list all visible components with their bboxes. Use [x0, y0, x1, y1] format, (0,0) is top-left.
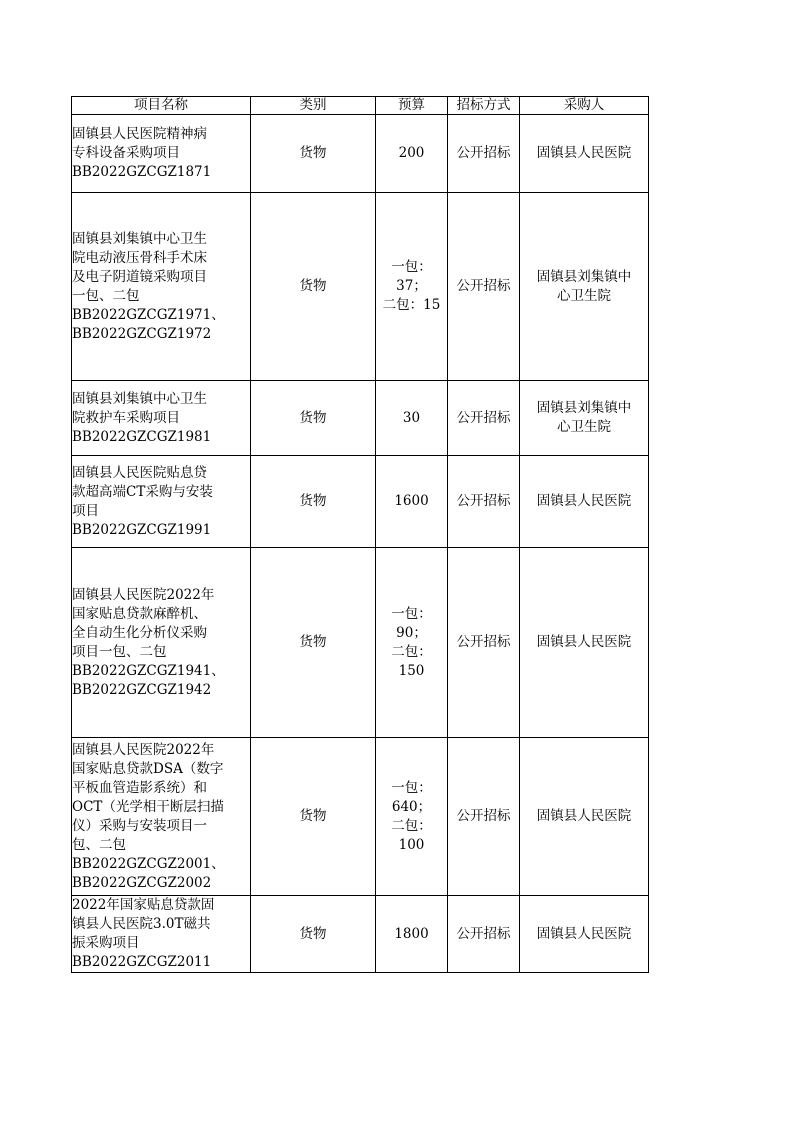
budget-line: 二包：: [391, 817, 432, 834]
method-cell: 公开招标: [448, 381, 520, 456]
method-cell: 公开招标: [448, 896, 520, 973]
budget-cell: [376, 193, 448, 381]
project-name-line: BB2022GZCGZ1981: [72, 428, 212, 445]
table-row: [72, 548, 649, 738]
budget-line: 1600: [394, 493, 429, 509]
project-name-line: BB2022GZCGZ1991: [72, 521, 212, 538]
purchaser-line: 固镇县刘集镇中: [536, 400, 632, 416]
category-cell: 货物: [251, 456, 376, 548]
budget-line: 640；: [391, 798, 432, 815]
budget-line: 1800: [394, 925, 429, 942]
project-name-cell: [72, 456, 251, 548]
project-name-cell: [72, 193, 251, 381]
purchaser-line: 固镇县人民医院: [536, 145, 632, 161]
budget-line: 一包：: [391, 259, 432, 275]
project-name-line: 固镇县人民医院2022年: [72, 741, 215, 758]
project-name-line: BB2022GZCGZ1941、: [72, 662, 225, 679]
header-row: [72, 97, 649, 115]
project-name-cell: [72, 381, 251, 456]
budget-line: 二包：15: [382, 297, 441, 313]
project-name-cell: [72, 738, 251, 896]
project-name-cell: [72, 896, 251, 973]
procurement-table: [71, 96, 649, 973]
budget-cell: [376, 548, 448, 738]
project-name-line: 全自动生化分析仪采购: [72, 624, 207, 641]
purchaser-cell: [520, 548, 649, 738]
category-cell: 货物: [251, 115, 376, 193]
budget-line: 30: [402, 409, 421, 426]
project-name-line: 项目: [72, 502, 99, 519]
project-name-line: OCT（光学相干断层扫描: [72, 798, 224, 815]
header-budget: 预算: [376, 97, 448, 115]
table-row: [72, 456, 649, 548]
project-name-line: BB2022GZCGZ1942: [72, 681, 212, 698]
category-cell: 货物: [251, 193, 376, 381]
table-row: [72, 193, 649, 381]
project-name-line: 仪）采购与安装项目一: [72, 817, 207, 834]
project-name-line: 固镇县人民医院贴息贷: [72, 464, 207, 481]
budget-line: 二包：: [391, 643, 432, 660]
method-cell: 公开招标: [448, 738, 520, 896]
purchaser-cell: [520, 456, 649, 548]
category-cell: 货物: [251, 381, 376, 456]
category-cell: 货物: [251, 896, 376, 973]
budget-line: 一包：: [391, 779, 432, 796]
budget-line: 100: [398, 836, 425, 853]
purchaser-line: 心卫生院: [557, 419, 611, 435]
project-name-line: 一包、二包: [72, 287, 140, 304]
method-cell: 公开招标: [448, 456, 520, 548]
category-cell: 货物: [251, 548, 376, 738]
project-name-line: 专科设备采购项目: [72, 145, 180, 161]
purchaser-line: 固镇县刘集镇中: [536, 268, 632, 285]
project-name-line: 国家贴息贷款DSA（数字: [72, 760, 224, 777]
purchaser-line: 固镇县人民医院: [536, 493, 632, 509]
budget-cell: [376, 381, 448, 456]
budget-cell: [376, 456, 448, 548]
method-cell: 公开招标: [448, 548, 520, 738]
header-purchaser: 采购人: [520, 97, 649, 115]
project-name-line: 院救护车采购项目: [72, 409, 180, 426]
method-cell: 公开招标: [448, 115, 520, 193]
project-name-line: BB2022GZCGZ2011: [72, 954, 212, 970]
project-name-line: 固镇县人民医院精神病: [72, 126, 207, 142]
project-name-line: BB2022GZCGZ2002: [72, 874, 212, 891]
purchaser-cell: [520, 381, 649, 456]
purchaser-cell: [520, 193, 649, 381]
project-name-line: 振采购项目: [72, 935, 140, 951]
budget-line: 90；: [396, 624, 427, 641]
project-name-line: 院电动液压骨科手术床: [72, 249, 207, 266]
project-name-line: 项目一包、二包: [72, 643, 167, 660]
budget-line: 200: [398, 145, 425, 161]
category-cell: 货物: [251, 738, 376, 896]
project-name-line: 固镇县人民医院2022年: [72, 586, 215, 603]
purchaser-line: 固镇县人民医院: [536, 808, 632, 824]
budget-line: 一包：: [391, 605, 432, 622]
project-name-line: BB2022GZCGZ1971、: [72, 306, 225, 323]
purchaser-line: 固镇县人民医院: [536, 925, 632, 942]
budget-line: 150: [398, 662, 425, 679]
table-body: [72, 115, 649, 973]
project-name-line: 固镇县刘集镇中心卫生: [72, 230, 207, 247]
header-method: 招标方式: [448, 97, 520, 115]
budget-cell: [376, 738, 448, 896]
project-name-line: 镇县人民医院3.0T磁共: [72, 916, 211, 932]
header-category: 类别: [251, 97, 376, 115]
table-row: [72, 738, 649, 896]
budget-line: 37；: [396, 278, 427, 294]
table-row: [72, 896, 649, 973]
header-name: 项目名称: [72, 97, 251, 115]
project-name-line: 2022年国家贴息贷款固: [72, 897, 215, 913]
budget-cell: [376, 896, 448, 973]
project-name-line: 平板血管造影系统）和: [72, 779, 207, 796]
purchaser-cell: [520, 115, 649, 193]
project-name-line: BB2022GZCGZ2001、: [72, 855, 225, 872]
table-row: [72, 381, 649, 456]
project-name-cell: [72, 548, 251, 738]
table-row: [72, 115, 649, 193]
project-name-line: BB2022GZCGZ1972: [72, 325, 212, 342]
project-name-line: 国家贴息贷款麻醉机、: [72, 605, 207, 622]
project-name-line: 包、二包: [72, 836, 126, 853]
project-name-line: BB2022GZCGZ1871: [72, 164, 212, 180]
purchaser-cell: [520, 896, 649, 973]
purchaser-cell: [520, 738, 649, 896]
purchaser-line: 固镇县人民医院: [536, 634, 632, 650]
project-name-line: 固镇县刘集镇中心卫生: [72, 390, 207, 407]
purchaser-line: 心卫生院: [557, 287, 611, 304]
project-name-line: 款超高端CT采购与安装: [72, 483, 213, 500]
project-name-line: 及电子阴道镜采购项目: [72, 268, 207, 285]
project-name-cell: [72, 115, 251, 193]
budget-cell: [376, 115, 448, 193]
method-cell: 公开招标: [448, 193, 520, 381]
